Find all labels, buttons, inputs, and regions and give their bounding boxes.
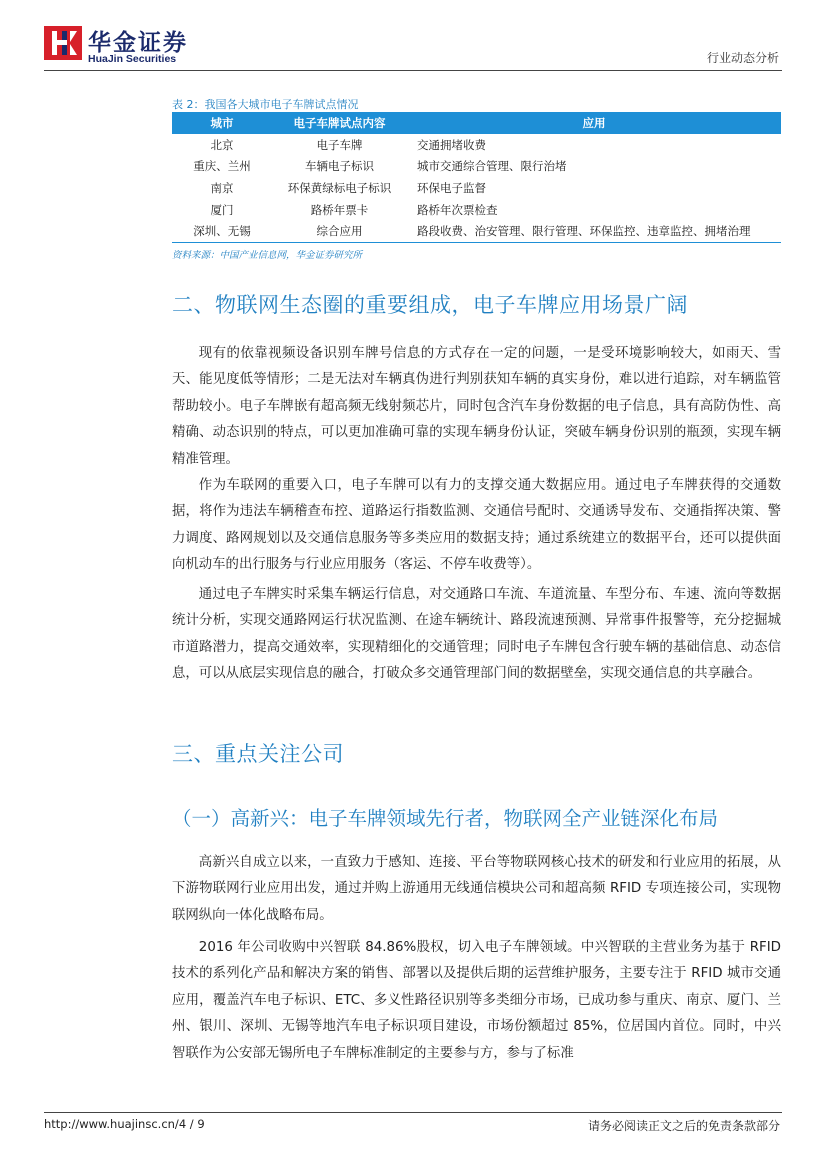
column-header-city: 城市	[172, 112, 272, 134]
table-row	[172, 156, 781, 178]
column-header-content: 电子车牌试点内容	[272, 112, 407, 134]
cell-city: 重庆、兰州	[193, 159, 251, 174]
website-link[interactable]: http://www.huajinsc.cn/	[44, 1117, 179, 1131]
company-paragraph: 高新兴自成立以来，一直致力于感知、连接、平台等物联网核心技术的研发和行业应用的拓展，从下游物联网行业应用出发，通过并购上游通用无线通信模块公司和超高频 RFID 专项连接公司，实现物联网纵向一体化战略布局。	[172, 855, 781, 923]
table-row	[172, 220, 781, 242]
footer-url-page	[44, 1117, 205, 1131]
cell-content: 路桥年票卡	[310, 202, 369, 217]
section-2-paragraph: 通过电子车牌实时采集车辆运行信息，对交通路口车流、车道流量、车型分布、车速、流向等数据统计分析，实现交通路网运行状况监测、在途车辆统计、路段流速预测、异常事件报警等，充分挖掘城市道路潜力，提高交通效率，实现精细化的交通管理；同时电子车牌包含行驶车辆的基础信息、动态信息，可以从底层实现信息的融合，打破众多交通管理部门间的数据壁垒，实现交通信息的共享融合。	[172, 587, 781, 682]
page-number: 4 / 9	[178, 1117, 205, 1131]
table-caption: 表 2：我国各大城市电子车牌试点情况	[172, 98, 359, 111]
cell-application: 路段收费、治安管理、限行管理、环保监控、违章监控、拥堵治理	[407, 220, 781, 242]
cell-city: 南京	[210, 180, 234, 195]
cell-content: 环保黄绿标电子标识	[287, 180, 392, 195]
table-header-row	[172, 112, 781, 134]
footer-disclaimer: 请务必阅读正文之后的免责条款部分	[587, 1119, 780, 1133]
cell-content: 电子车牌	[316, 137, 363, 152]
cell-city: 深圳、无锡	[172, 220, 272, 242]
page-header	[0, 0, 827, 80]
header-divider	[44, 70, 782, 71]
table-source-note: 资料来源：中国产业信息网，华金证券研究所	[172, 250, 363, 261]
cell-city: 北京	[210, 137, 234, 152]
section-3-heading: 三、重点关注公司	[172, 742, 344, 766]
brand-name-cn: 华金证券	[88, 30, 188, 56]
pilot-cities-table	[172, 112, 781, 243]
brand-name-en: HuaJin Securities	[88, 53, 177, 65]
cell-city: 厦门	[210, 202, 234, 217]
cell-content: 综合应用	[272, 220, 407, 242]
table-row	[172, 177, 781, 199]
company-paragraph: 2016 年公司收购中兴智联 84.86%股权，切入电子车牌领域。中兴智联的主营业务为基于 RFID 技术的系列化产品和解决方案的销售、部署以及提供后期的运营维护服务，主要专注于 RFID 城市交通应用，覆盖汽车电子标识、ETC、多义性路径识别等多类细分市场，已成功参与重庆、南京、厦门、兰州、银川、深圳、无锡等地汽车电子标识项目建设，市场份额超过 85%，位居国内首位。同时，中兴智联作为公安部无锡所电子车牌标准制定的主要参与方，参与了标准	[172, 940, 781, 1061]
section-2-paragraph: 作为车联网的重要入口，电子车牌可以有力的支撑交通大数据应用。通过电子车牌获得的交通数据，将作为违法车辆稽查布控、道路运行指数监测、交通信号配时、交通诱导发布、交通指挥决策、警力调度、路网规划以及交通信息服务等多类应用的数据支持；通过系统建立的数据平台，还可以提供面向机动车的出行服务与行业应用服务（客运、不停车收费等）。	[172, 478, 781, 573]
huajin-logo-icon	[44, 26, 82, 60]
company-subheading: （一）高新兴：电子车牌领域先行者，物联网全产业链深化布局	[172, 807, 719, 830]
section-2-paragraph: 现有的依靠视频设备识别车牌号信息的方式存在一定的问题，一是受环境影响较大，如雨天、雪天、能见度低等情形；二是无法对车辆真伪进行判别获知车辆的真实身份，难以进行追踪，对车辆监管帮助较小。电子车牌嵌有超高频无线射频芯片，同时包含汽车身份数据的电子信息，具有高防伪性、高精确、动态识别的特点，可以更加准确可靠的实现车辆身份认证，突破车辆身份识别的瓶颈，实现车辆精准管理。	[172, 346, 781, 467]
table-row	[172, 199, 781, 221]
document-type: 行业动态分析	[706, 51, 779, 65]
column-header-application: 应用	[407, 112, 781, 134]
cell-application: 城市交通综合管理、限行治堵	[417, 159, 567, 174]
cell-application: 交通拥堵收费	[417, 137, 486, 152]
section-2-heading: 二、物联网生态圈的重要组成，电子车牌应用场景广阔	[172, 293, 688, 317]
cell-content: 车辆电子标识	[305, 159, 374, 174]
cell-application: 环保电子监督	[417, 180, 486, 195]
table-row	[172, 134, 781, 156]
footer-divider	[44, 1112, 782, 1113]
cell-application: 路桥年次票检查	[417, 202, 498, 217]
